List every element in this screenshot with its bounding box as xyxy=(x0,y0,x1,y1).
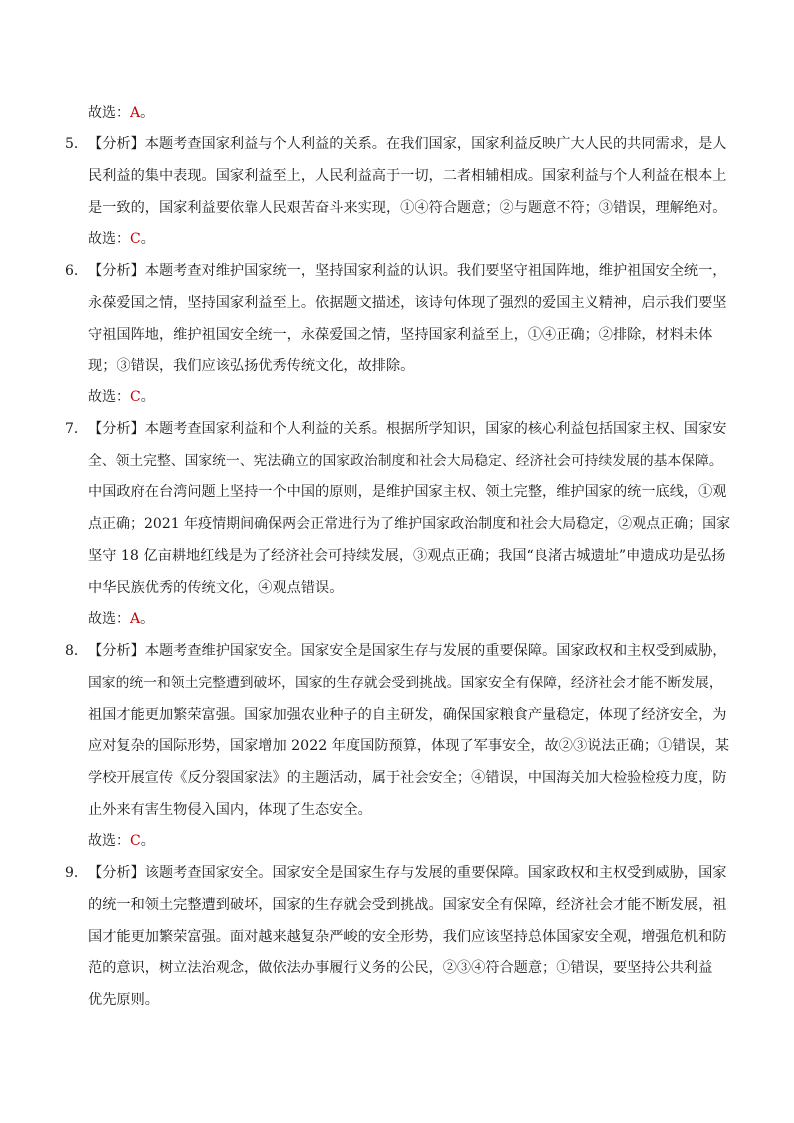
item-text-line: 是一致的，国家利益要依靠人民艰苦奋斗来实现，①④符合题意；②与题意不符；③错误，理解绝对。 xyxy=(88,200,727,216)
answer-letter: C xyxy=(130,231,141,247)
item-number: 6． xyxy=(65,263,88,279)
item-text-line: 国家的统一和领土完整遭到破坏，国家的生存就会受到挑战。国家安全有保障，经济社会才能不断发展， xyxy=(88,675,723,691)
answer-prefix: 故选： xyxy=(88,833,130,849)
answer-prefix: 故选： xyxy=(88,105,130,121)
item-text-line: 范的意识，树立法治观念，做依法办事履行义务的公民，②③④符合题意；①错误，要坚持公共利益 xyxy=(88,960,713,976)
answer-line-q5 xyxy=(88,229,155,249)
item-text-line: 祖国才能更加繁荣富强。国家加强农业种子的自主研发，确保国家粮食产量稳定，体现了经济安全，为 xyxy=(88,707,727,723)
item-text-line: 现；③错误，我们应该弘扬优秀传统文化，故排除。 xyxy=(88,358,415,374)
item-number: 7． xyxy=(65,421,88,437)
item-text-line: 【分析】本题考查对维护国家统一，坚持国家利益的认识。我们要坚守祖国阵地，维护祖国安全统一， xyxy=(88,263,727,279)
answer-letter: A xyxy=(130,611,141,627)
item-text-line: 国才能更加繁荣富强。面对越来越复杂严峻的安全形势，我们应该坚持总体国家安全观，增强危机和防 xyxy=(88,929,727,945)
item-text-line: 【分析】该题考查国家安全。国家安全是国家生存与发展的重要保障。国家政权和主权受到威胁，国家 xyxy=(88,865,727,881)
answer-prefix: 故选： xyxy=(88,389,130,405)
item-text-line: 全、领土完整、国家统一、宪法确立的国家政治制度和社会大局稳定、经济社会可持续发展的基本保障。 xyxy=(88,453,723,469)
item-text-line: 民利益的集中表现。国家利益至上，人民利益高于一切，二者相辅相成。国家利益与个人利益在根本上 xyxy=(88,168,727,184)
answer-period: 。 xyxy=(140,105,155,121)
answer-letter: C xyxy=(130,833,141,849)
item-number: 9． xyxy=(65,865,88,881)
item-text-line: 守祖国阵地，维护祖国安全统一，永葆爱国之情，坚持国家利益至上，①④正确；②排除，材料未体 xyxy=(88,327,713,343)
answer-period: 。 xyxy=(140,611,155,627)
item-text-line: 【分析】本题考查国家利益和个人利益的关系。根据所学知识，国家的核心利益包括国家主权、国家安 xyxy=(88,421,727,437)
answer-line-q4 xyxy=(88,103,154,123)
answer-period: 。 xyxy=(140,389,155,405)
item-text-line: 中华民族优秀的传统文化，④观点错误。 xyxy=(88,580,344,596)
answer-period: 。 xyxy=(140,231,155,247)
answer-period: 。 xyxy=(140,833,155,849)
answer-letter: A xyxy=(130,105,141,121)
item-text-line: 点正确；2021 年疫情期间确保两会正常进行为了维护国家政治制度和社会大局稳定，②观点正确；国家 xyxy=(88,516,731,532)
item-text-line: 的统一和领土完整遭到破坏，国家的生存就会受到挑战。国家安全有保障，经济社会才能不断发展，祖 xyxy=(88,897,727,913)
answer-prefix: 故选： xyxy=(88,611,130,627)
item-text-line: 【分析】本题考查维护国家安全。国家安全是国家生存与发展的重要保障。国家政权和主权受到威胁， xyxy=(88,643,727,659)
item-text-line: 中国政府在台湾问题上坚持一个中国的原则，是维护国家主权、领土完整，维护国家的统一底线，①观 xyxy=(88,484,727,500)
item-text-line: 【分析】本题考查国家利益与个人利益的关系。在我们国家，国家利益反映广大人民的共同需求，是人 xyxy=(88,136,727,152)
answer-line-q6 xyxy=(88,387,155,407)
item-text-line: 永葆爱国之情，坚持国家利益至上。依据题文描述，该诗句体现了强烈的爱国主义精神，启示我们要坚 xyxy=(88,295,727,311)
item-text-line: 止外来有害生物侵入国内，体现了生态安全。 xyxy=(88,802,372,818)
item-text-line: 应对复杂的国际形势，国家增加 2022 年度国防预算，体现了军事安全，故②③说法正确；①错误，某 xyxy=(88,738,730,754)
answer-prefix: 故选： xyxy=(88,231,130,247)
item-number: 8． xyxy=(65,643,88,659)
item-text-line: 优先原则。 xyxy=(88,992,159,1008)
item-number: 5． xyxy=(65,136,88,152)
answer-line-q7 xyxy=(88,609,154,629)
answer-line-q8 xyxy=(88,831,155,851)
answer-letter: C xyxy=(130,389,141,405)
item-text-line: 坚守 18 亿亩耕地红线是为了经济社会可持续发展，③观点正确；我国“良渚古城遗址”申遗成功是弘扬 xyxy=(88,548,726,564)
item-text-line: 学校开展宣传《反分裂国家法》的主题活动，属于社会安全；④错误，中国海关加大检验检疫力度，防 xyxy=(88,770,727,786)
